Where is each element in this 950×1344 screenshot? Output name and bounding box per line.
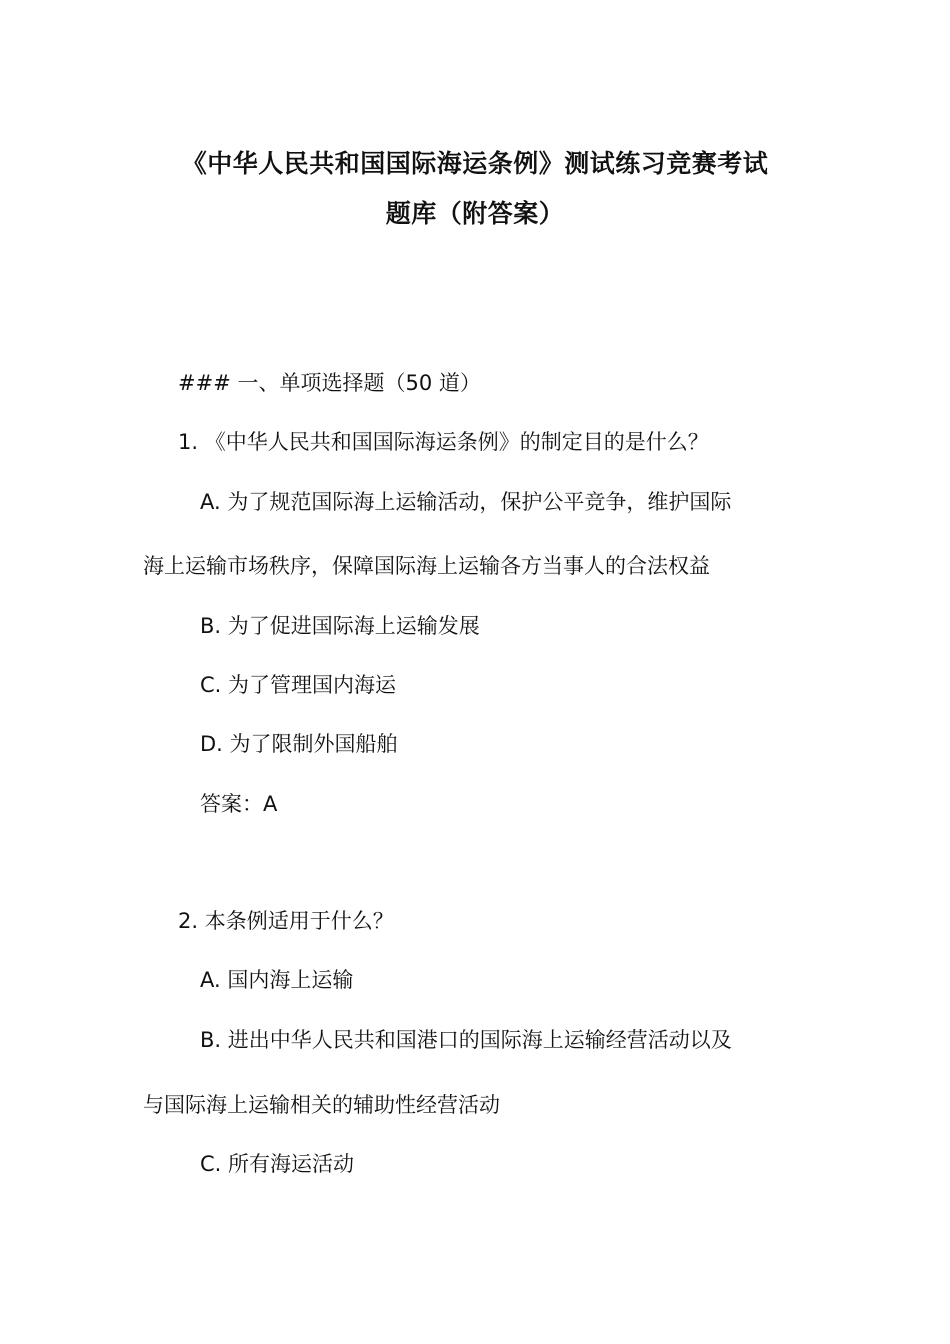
question-1-stem: 1. 《中华人民共和国国际海运条例》的制定目的是什么？: [178, 430, 709, 454]
question-1-option-c: C. 为了管理国内海运: [200, 673, 397, 697]
document-title-line-2: 题库（附答案）: [385, 199, 565, 228]
question-1-option-d: D. 为了限制外国船舶: [200, 732, 398, 756]
question-1-option-a: A. 为了规范国际海上运输活动，保护公平竞争，维护国际: [200, 490, 732, 514]
question-2-stem: 2. 本条例适用于什么？: [178, 909, 394, 933]
question-2-option-b-continued: 与国际海上运输相关的辅助性经营活动: [143, 1093, 500, 1117]
question-2-option-a: A. 国内海上运输: [200, 968, 354, 992]
question-1-option-a-continued: 海上运输市场秩序，保障国际海上运输各方当事人的合法权益: [143, 554, 710, 578]
question-2-option-c: C. 所有海运活动: [200, 1152, 355, 1176]
question-2-option-b: B. 进出中华人民共和国港口的国际海上运输经营活动以及: [200, 1028, 732, 1052]
question-1-option-b: B. 为了促进国际海上运输发展: [200, 614, 480, 638]
question-1-answer: 答案：A: [200, 792, 278, 816]
document-title-line-1: 《中华人民共和国国际海运条例》测试练习竞赛考试: [181, 149, 769, 178]
section-heading: ### 一、单项选择题（50 道）: [178, 371, 481, 395]
